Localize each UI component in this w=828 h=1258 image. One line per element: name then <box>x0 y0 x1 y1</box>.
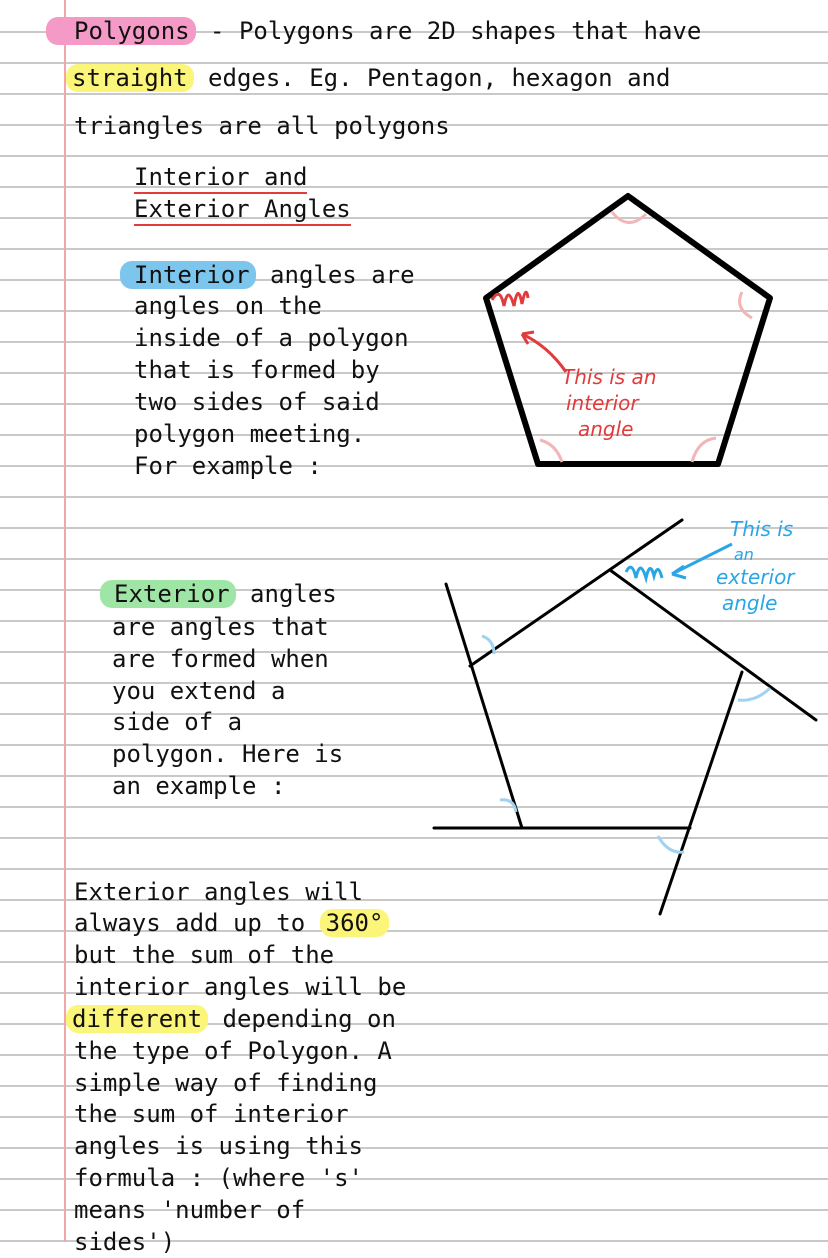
interior-text-3: that is formed by <box>134 356 380 384</box>
360-highlight: 360° <box>320 909 390 937</box>
sum-after-2: the sum of interior <box>74 1100 349 1128</box>
exterior-note-4: angle <box>722 591 778 615</box>
ext-arc-bottom-right <box>658 836 684 852</box>
ext-arc-right <box>738 688 770 700</box>
edge-top-left <box>470 520 682 666</box>
exterior-text-5: polygon. Here is <box>112 740 344 768</box>
sum-after-6: sides') <box>74 1228 176 1256</box>
interior-text-2: inside of a polygon <box>134 324 409 352</box>
sum-line-3: but the sum of the <box>74 941 335 969</box>
interior-note-3: angle <box>578 417 634 441</box>
exterior-highlight: Exterior <box>100 580 236 608</box>
exterior-text-1: are angles that <box>112 613 329 641</box>
interior-note-2: interior <box>566 391 639 415</box>
sum-after-5: means 'number of <box>74 1196 306 1224</box>
exterior-text-2: are formed when <box>112 645 329 673</box>
sum-after-0: the type of Polygon. A <box>74 1037 392 1065</box>
sum-line-5-rest: depending on <box>208 1005 396 1033</box>
interior-note-1: This is an <box>562 365 657 389</box>
exterior-text-4: side of a <box>112 708 243 736</box>
sum-line-4: interior angles will be <box>74 973 407 1001</box>
interior-text-4: two sides of said <box>134 388 380 416</box>
interior-text-0: angles are <box>255 261 415 289</box>
edge-left <box>446 584 522 828</box>
interior-text-1: angles on the <box>134 292 322 320</box>
intro-line-2-rest: edges. Eg. Pentagon, hexagon and <box>193 64 671 92</box>
different-highlight: different <box>66 1005 208 1033</box>
straight-highlight: straight <box>66 64 194 92</box>
exterior-text-3: you extend a <box>112 677 286 705</box>
edge-right <box>660 672 742 914</box>
intro-line-3: triangles are all polygons <box>74 112 450 140</box>
sum-line-1: Exterior angles will <box>74 878 363 906</box>
exterior-text-0: angles <box>235 580 337 608</box>
sum-after-3: angles is using this <box>74 1132 363 1160</box>
edge-top-right <box>610 570 816 720</box>
exterior-text-6: an example : <box>112 772 286 800</box>
exterior-note-2: an <box>734 545 754 564</box>
exterior-note-1: This is <box>730 517 794 541</box>
sum-after-1: simple way of finding <box>74 1069 378 1097</box>
interior-text-6: For example : <box>134 452 322 480</box>
interior-highlight: Interior <box>120 261 256 289</box>
sum-after-4: formula : (where 's' <box>74 1164 363 1192</box>
polygons-highlight: Polygons <box>46 17 196 45</box>
heading-line-2: Exterior Angles <box>134 194 351 226</box>
exterior-angle-scribble <box>626 567 662 578</box>
heading-line-1: Interior and <box>134 162 307 194</box>
intro-definition: - Polygons are 2D shapes that have <box>195 17 702 45</box>
interior-text-5: polygon meeting. <box>134 420 366 448</box>
sum-line-2-text: always add up to <box>74 909 320 937</box>
exterior-note-3: exterior <box>716 565 795 589</box>
